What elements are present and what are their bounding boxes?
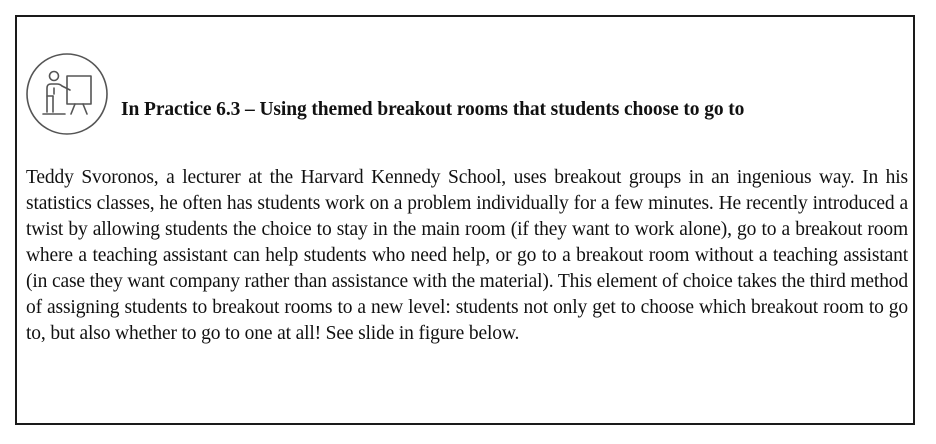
teacher-at-board-icon bbox=[25, 52, 109, 136]
callout-body-text: Teddy Svoronos, a lecturer at the Harvard Kennedy School, uses breakout groups in an ingenious way. In his statistics classes, he often has students work on a problem individually for a few minutes. He recently introduced a twist by allowing students the choice to stay in the main room (if they want to work alone), go to a breakout room where a teaching assistant can help students who need help, or go to a breakout room without a teaching assistant (in case they want company rather than assistance with the material). This element of choice takes the third method of assigning students to breakout rooms to a new level: students not only get to choose which breakout room to go to, but also whether to go to one at all! See slide in figure below. bbox=[26, 167, 908, 344]
in-practice-callout-box bbox=[15, 15, 915, 425]
callout-title: In Practice 6.3 – Using themed breakout rooms that students choose to go to bbox=[121, 99, 745, 120]
